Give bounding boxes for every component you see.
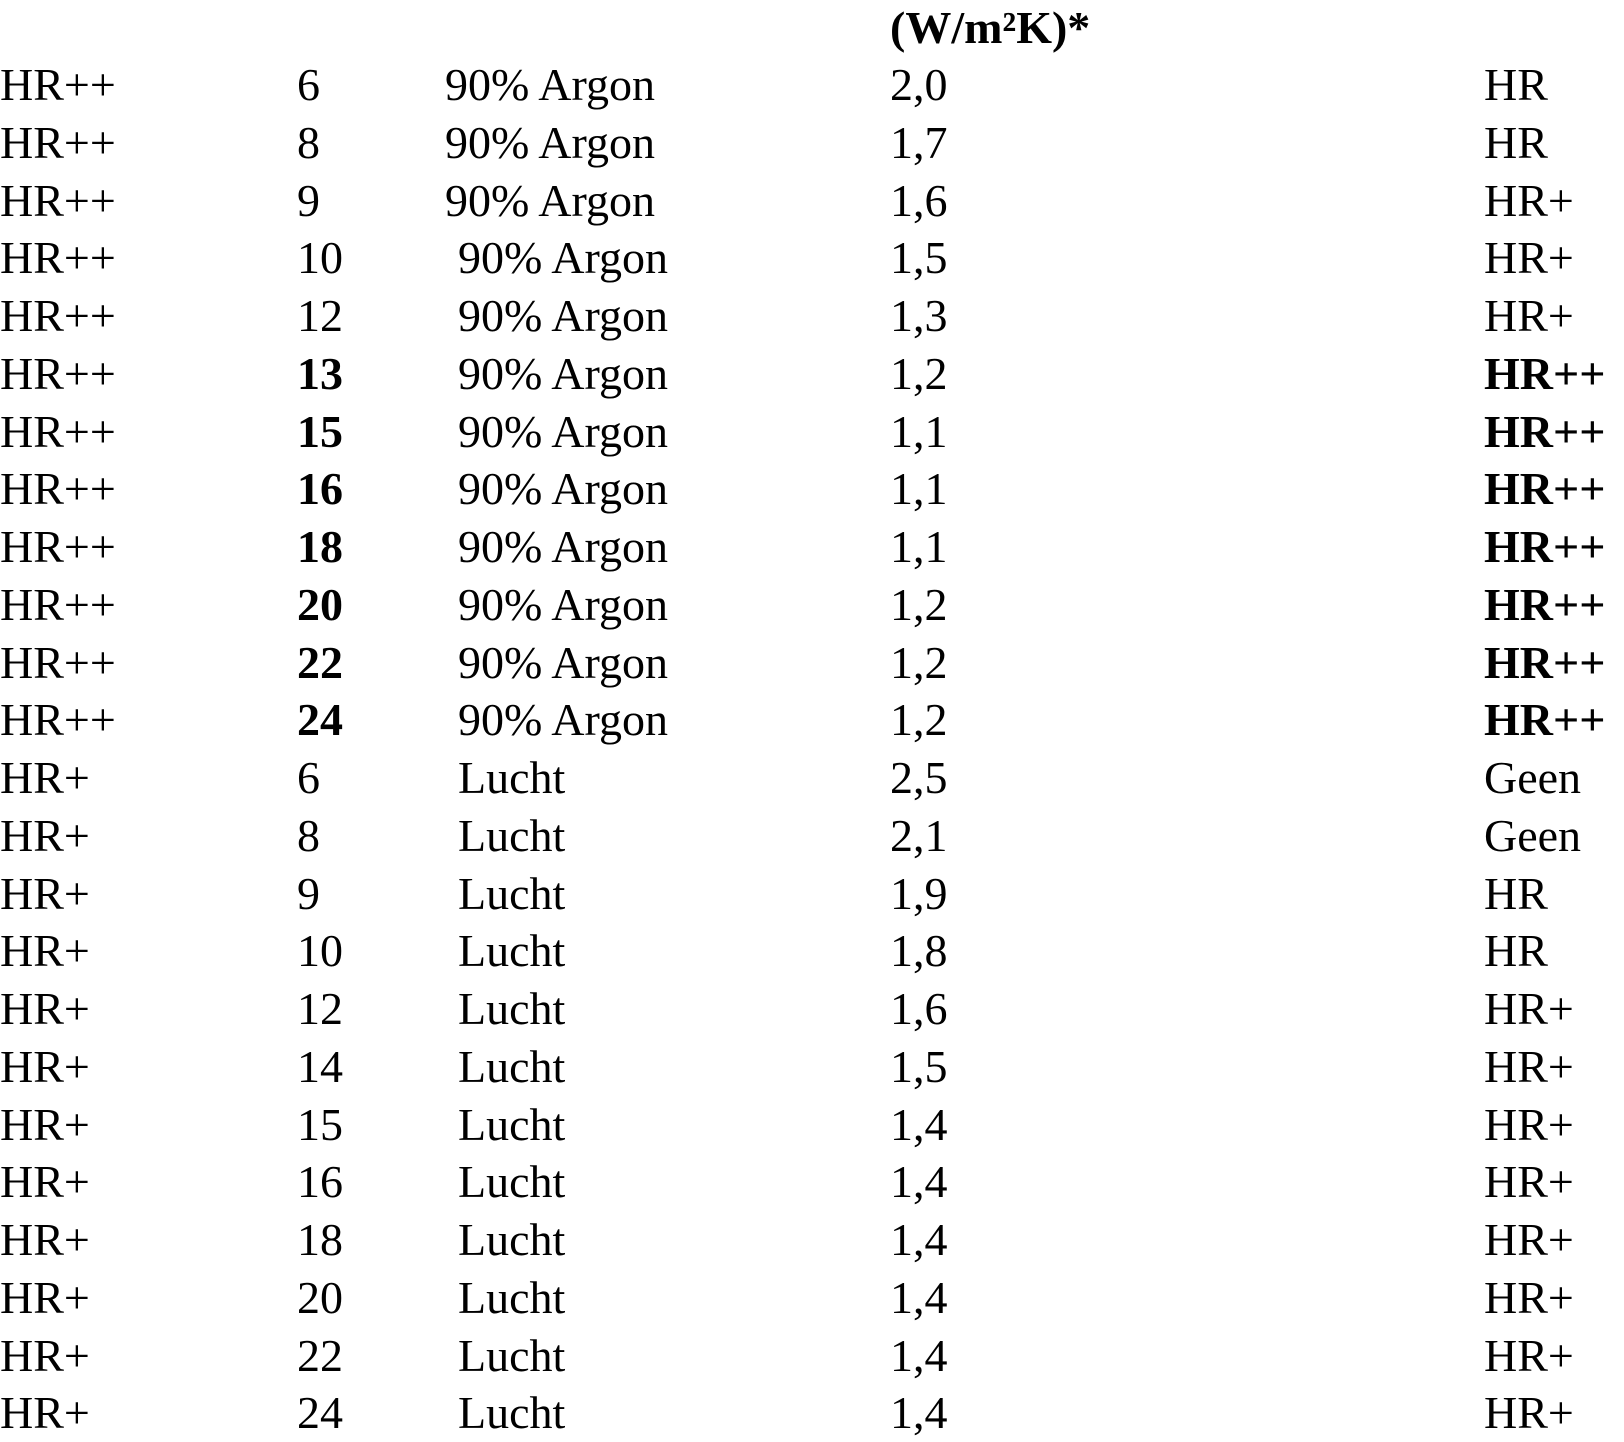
u-value-cell: 1,1 <box>890 405 948 457</box>
table-row <box>0 287 1624 345</box>
rating-label-cell: HR+ <box>1484 290 1574 341</box>
table-row <box>0 229 1624 287</box>
glass-type-cell: HR++ <box>0 463 116 515</box>
cavity-width-cell: 16 <box>297 1156 343 1208</box>
cavity-width-cell: 6 <box>297 59 320 110</box>
table-row <box>0 1211 1624 1269</box>
cavity-width-cell: 9 <box>297 867 320 919</box>
u-value-cell: 1,2 <box>890 578 948 630</box>
gas-fill-cell: 90% Argon <box>445 59 655 110</box>
table-row <box>0 922 1624 980</box>
rating-label-cell: HR+ <box>1484 232 1574 284</box>
table-row <box>0 460 1624 518</box>
gas-fill-cell: Lucht <box>458 1214 566 1265</box>
u-value-cell: 1,4 <box>890 1271 948 1323</box>
gas-fill-cell: Lucht <box>458 1387 566 1439</box>
glass-type-cell: HR+ <box>0 1098 90 1150</box>
cavity-width-cell: 24 <box>297 1387 343 1439</box>
gas-fill-cell: Lucht <box>458 867 566 919</box>
table-row <box>0 1153 1624 1211</box>
table-row <box>0 865 1624 923</box>
glass-type-cell: HR+ <box>0 1214 90 1265</box>
cavity-width-cell: 18 <box>297 521 343 572</box>
cavity-width-cell: 20 <box>297 578 343 630</box>
u-value-cell: 1,5 <box>890 232 948 284</box>
cavity-width-cell: 10 <box>297 925 343 977</box>
table-row <box>0 634 1624 692</box>
rating-label-cell: HR+ <box>1484 174 1574 226</box>
u-value-cell: 1,2 <box>890 636 948 688</box>
glass-type-cell: HR++ <box>0 174 116 226</box>
rating-label-cell: HR+ <box>1484 1271 1574 1323</box>
u-value-cell: 1,4 <box>890 1098 948 1150</box>
rating-label-cell: HR++ <box>1484 405 1606 457</box>
cavity-width-cell: 10 <box>297 232 343 284</box>
u-value-cell: 1,3 <box>890 290 948 341</box>
gas-fill-cell: 90% Argon <box>458 463 668 515</box>
cavity-width-cell: 14 <box>297 1040 343 1092</box>
gas-fill-cell: 90% Argon <box>458 636 668 688</box>
glass-type-cell: HR+ <box>0 983 90 1034</box>
glass-type-cell: HR++ <box>0 232 116 284</box>
gas-fill-cell: 90% Argon <box>458 347 668 399</box>
glass-type-cell: HR+ <box>0 809 90 861</box>
rating-label-cell: Geen <box>1484 752 1582 803</box>
u-value-cell: 1,2 <box>890 347 948 399</box>
glass-type-cell: HR+ <box>0 1040 90 1092</box>
u-value-cell: 1,1 <box>890 463 948 515</box>
gas-fill-cell: 90% Argon <box>458 694 668 746</box>
gas-fill-cell: 90% Argon <box>445 174 655 226</box>
gas-fill-cell: 90% Argon <box>458 578 668 630</box>
glass-type-cell: HR++ <box>0 521 116 572</box>
table-row <box>0 576 1624 634</box>
rating-label-cell: HR++ <box>1484 463 1606 515</box>
rating-label-cell: HR++ <box>1484 578 1606 630</box>
cavity-width-cell: 8 <box>297 116 320 168</box>
table-row <box>0 691 1624 749</box>
u-value-cell: 1,4 <box>890 1387 948 1439</box>
u-value-cell: 2,1 <box>890 809 948 861</box>
glazing-table <box>0 56 1624 1442</box>
gas-fill-cell: Lucht <box>458 809 566 861</box>
u-value-cell: 1,2 <box>890 694 948 746</box>
table-row <box>0 749 1624 807</box>
rating-label-cell: HR <box>1484 867 1548 919</box>
glass-type-cell: HR++ <box>0 347 116 399</box>
gas-fill-cell: 90% Argon <box>458 521 668 572</box>
gas-fill-cell: 90% Argon <box>458 232 668 284</box>
cavity-width-cell: 12 <box>297 290 343 341</box>
glass-type-cell: HR++ <box>0 116 116 168</box>
glass-type-cell: HR++ <box>0 59 116 110</box>
table-row <box>0 980 1624 1038</box>
gas-fill-cell: Lucht <box>458 1040 566 1092</box>
cavity-width-cell: 8 <box>297 809 320 861</box>
u-value-cell: 1,8 <box>890 925 948 977</box>
rating-label-cell: HR++ <box>1484 347 1606 399</box>
table-row <box>0 1269 1624 1327</box>
table-row <box>0 807 1624 865</box>
gas-fill-cell: Lucht <box>458 925 566 977</box>
cavity-width-cell: 15 <box>297 1098 343 1150</box>
cavity-width-cell: 22 <box>297 1329 343 1381</box>
glass-type-cell: HR+ <box>0 867 90 919</box>
rating-label-cell: HR <box>1484 925 1548 977</box>
u-value-cell: 1,6 <box>890 174 948 226</box>
glass-type-cell: HR+ <box>0 925 90 977</box>
rating-label-cell: HR+ <box>1484 1214 1574 1265</box>
cavity-width-cell: 6 <box>297 752 320 803</box>
gas-fill-cell: 90% Argon <box>458 290 668 341</box>
gas-fill-cell: Lucht <box>458 1156 566 1208</box>
glass-type-cell: HR+ <box>0 1156 90 1208</box>
cavity-width-cell: 24 <box>297 694 343 746</box>
u-value-cell: 1,4 <box>890 1156 948 1208</box>
rating-label-cell: Geen <box>1484 809 1582 861</box>
glass-type-cell: HR++ <box>0 578 116 630</box>
cavity-width-cell: 22 <box>297 636 343 688</box>
cavity-width-cell: 18 <box>297 1214 343 1265</box>
rating-label-cell: HR+ <box>1484 1098 1574 1150</box>
cavity-width-cell: 13 <box>297 347 343 399</box>
u-value-cell: 1,5 <box>890 1040 948 1092</box>
rating-label-cell: HR++ <box>1484 521 1606 572</box>
glass-type-cell: HR+ <box>0 1329 90 1381</box>
gas-fill-cell: Lucht <box>458 752 566 803</box>
cavity-width-cell: 12 <box>297 983 343 1034</box>
u-value-cell: 2,5 <box>890 752 948 803</box>
table-row <box>0 1096 1624 1154</box>
cavity-width-cell: 20 <box>297 1271 343 1323</box>
table-row <box>0 345 1624 403</box>
u-value-cell: 1,1 <box>890 521 948 572</box>
u-value-cell: 1,7 <box>890 116 948 168</box>
glass-type-cell: HR+ <box>0 1387 90 1439</box>
glass-type-cell: HR++ <box>0 694 116 746</box>
cavity-width-cell: 16 <box>297 463 343 515</box>
u-value-cell: 1,9 <box>890 867 948 919</box>
u-value-unit-header: (W/m²K)* <box>890 2 1091 53</box>
table-row <box>0 518 1624 576</box>
gas-fill-cell: Lucht <box>458 1329 566 1381</box>
u-value-cell: 1,4 <box>890 1214 948 1265</box>
u-value-cell: 1,6 <box>890 983 948 1034</box>
table-row <box>0 403 1624 461</box>
table-row <box>0 172 1624 230</box>
cavity-width-cell: 15 <box>297 405 343 457</box>
rating-label-cell: HR++ <box>1484 636 1606 688</box>
glass-type-cell: HR+ <box>0 752 90 803</box>
gas-fill-cell: Lucht <box>458 1271 566 1323</box>
gas-fill-cell: 90% Argon <box>458 405 668 457</box>
table-row <box>0 1327 1624 1385</box>
glass-type-cell: HR++ <box>0 290 116 341</box>
rating-label-cell: HR+ <box>1484 1387 1574 1439</box>
u-value-cell: 2,0 <box>890 59 948 110</box>
glass-type-cell: HR+ <box>0 1271 90 1323</box>
table-row <box>0 1384 1624 1442</box>
rating-label-cell: HR+ <box>1484 1040 1574 1092</box>
cavity-width-cell: 9 <box>297 174 320 226</box>
table-row <box>0 56 1624 114</box>
glass-type-cell: HR++ <box>0 636 116 688</box>
rating-label-cell: HR++ <box>1484 694 1606 746</box>
rating-label-cell: HR+ <box>1484 983 1574 1034</box>
table-row <box>0 114 1624 172</box>
glass-type-cell: HR++ <box>0 405 116 457</box>
gas-fill-cell: Lucht <box>458 1098 566 1150</box>
u-value-cell: 1,4 <box>890 1329 948 1381</box>
rating-label-cell: HR <box>1484 59 1548 110</box>
rating-label-cell: HR+ <box>1484 1156 1574 1208</box>
rating-label-cell: HR <box>1484 116 1548 168</box>
rating-label-cell: HR+ <box>1484 1329 1574 1381</box>
gas-fill-cell: 90% Argon <box>445 116 655 168</box>
table-row <box>0 1038 1624 1096</box>
gas-fill-cell: Lucht <box>458 983 566 1034</box>
